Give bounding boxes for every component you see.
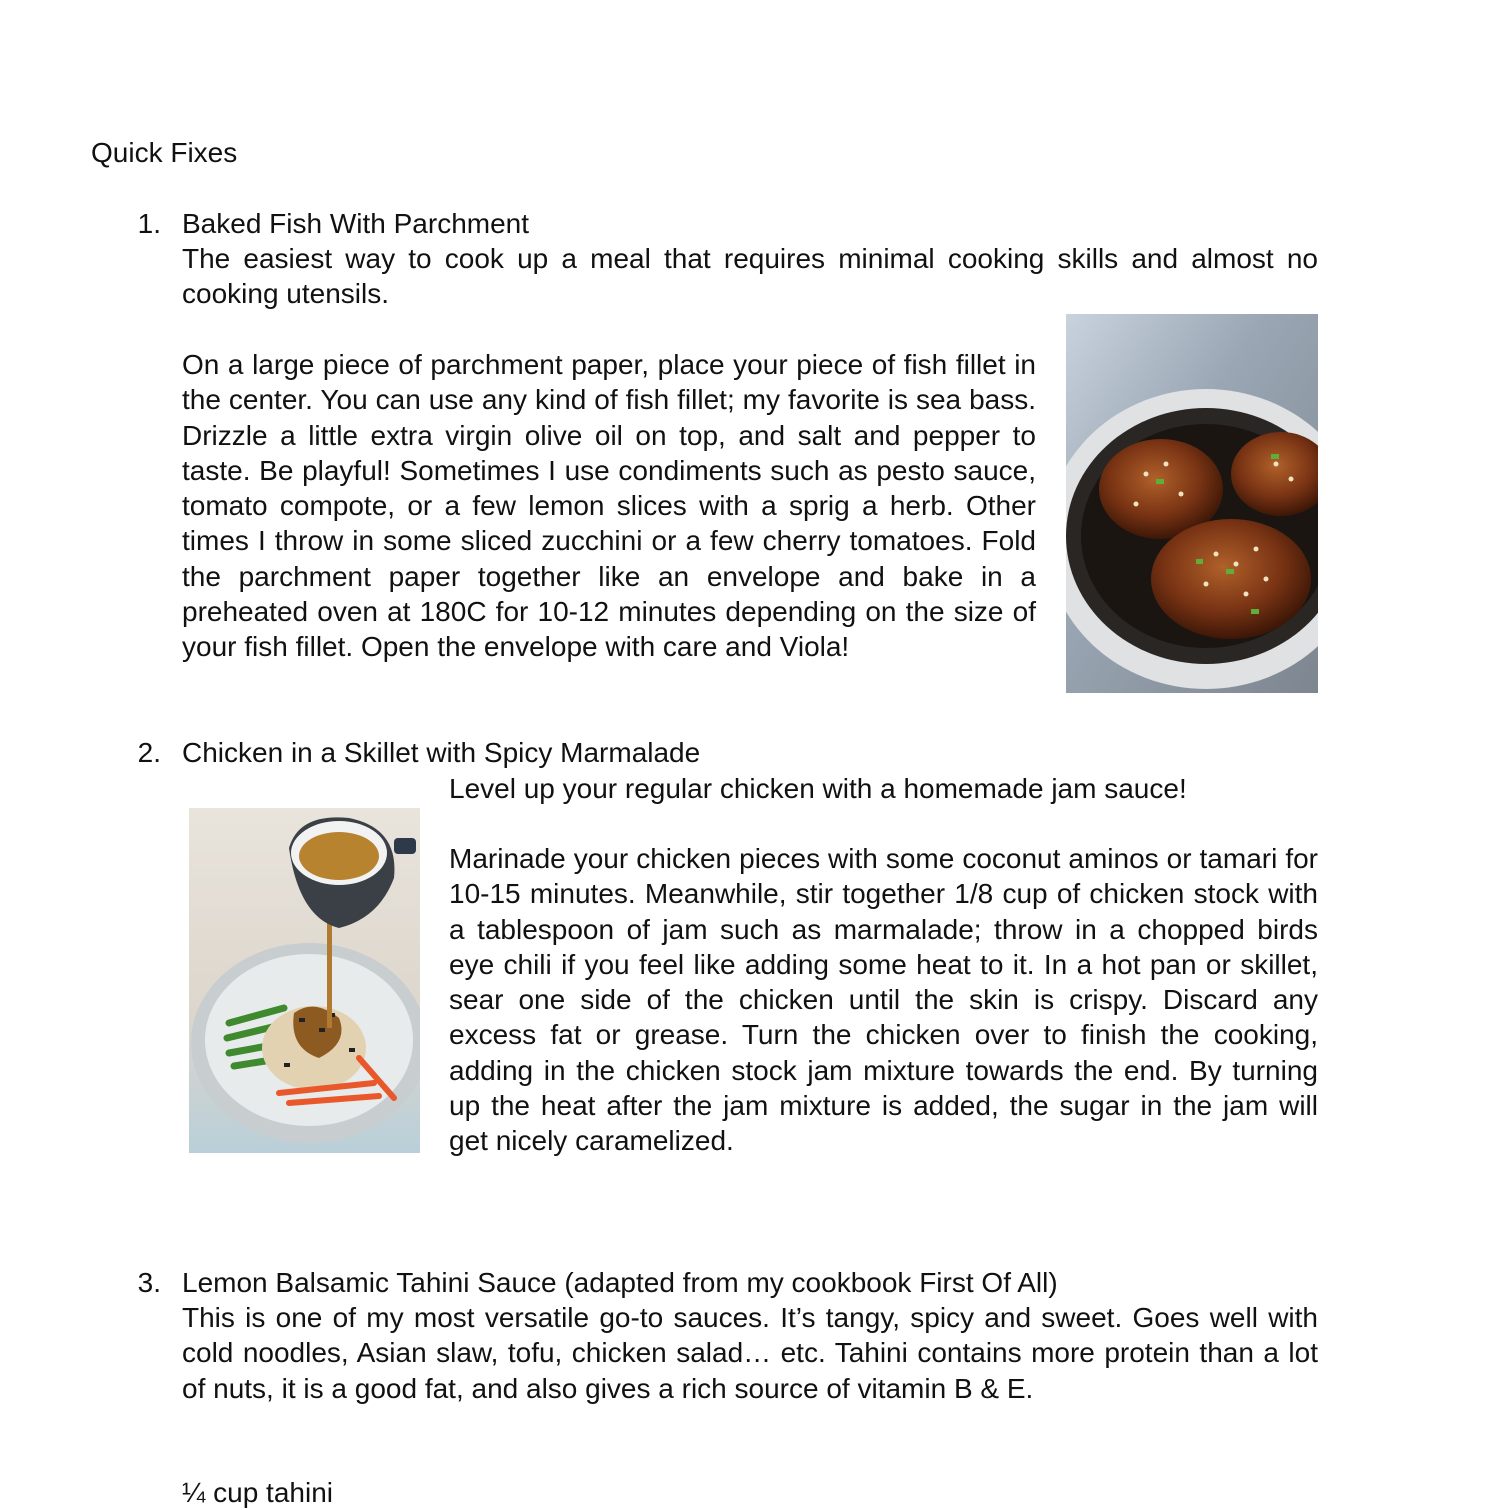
recipe-1-body: On a large piece of parchment paper, place your piece of fish fillet in the center. You can use any kind of fish fillet; my favorite is sea bass. Drizzle a little extra virgin olive oil on top, and salt and pepper to taste. Be playful! Sometimes I use condiments such as pesto sauce, tomato compote, or a few lemon slices with a sprig a herb. Other times I throw in some sliced zucchini or a few cherry tomatoes. Fold the parchment paper together like an envelope and bake in a preheated oven at 180C for 10-12 minutes depending on the size of your fish fillet. Open the envelope with care and Viola!	[182, 349, 1036, 663]
recipe-3-ingredient: ¼ cup tahini	[182, 1477, 333, 1508]
recipe-1-number: 1.	[137, 208, 161, 239]
recipe-2-body: Marinade your chicken pieces with some coconut aminos or tamari for 10-15 minutes. Meanwhile, stir together 1/8 cup of chicken stock with a tablespoon of jam such as marmalade; throw in a chopped birds eye chili if you feel like adding some heat to it. In a hot pan or skillet, sear one side of the chicken until the skin is crispy. Discard any excess fat or grease. Turn the chicken over to finish the cooking, adding in the chicken stock jam mixture towards the end. By turning up the heat after the jam mixture is added, the sugar in the jam will get nicely caramelized.	[449, 843, 1318, 1157]
recipe-2-intro: Level up your regular chicken with a homemade jam sauce!	[449, 773, 1187, 804]
recipe-3-intro: This is one of my most versatile go-to sauces. It’s tangy, spicy and sweet. Goes well with cold noodles, Asian slaw, tofu, chicken salad… etc. Tahini contains more protein than a lot of nuts, it is a good fat, and also gives a rich source of vitamin B & E.	[182, 1302, 1318, 1404]
chicken-skillet-photo	[1066, 314, 1318, 693]
recipe-3-title: Lemon Balsamic Tahini Sauce (adapted from my cookbook First Of All)	[182, 1267, 1058, 1298]
section-title: Quick Fixes	[91, 137, 238, 168]
recipe-1-intro: The easiest way to cook up a meal that requires minimal cooking skills and almost no cooking utensils.	[182, 243, 1318, 310]
recipe-2-number: 2.	[137, 737, 161, 768]
tahini-sauce-bowl-photo	[189, 808, 420, 1153]
recipe-3-number: 3.	[137, 1267, 161, 1298]
recipe-1-title: Baked Fish With Parchment	[182, 208, 530, 239]
recipe-2-title: Chicken in a Skillet with Spicy Marmalade	[182, 737, 701, 768]
